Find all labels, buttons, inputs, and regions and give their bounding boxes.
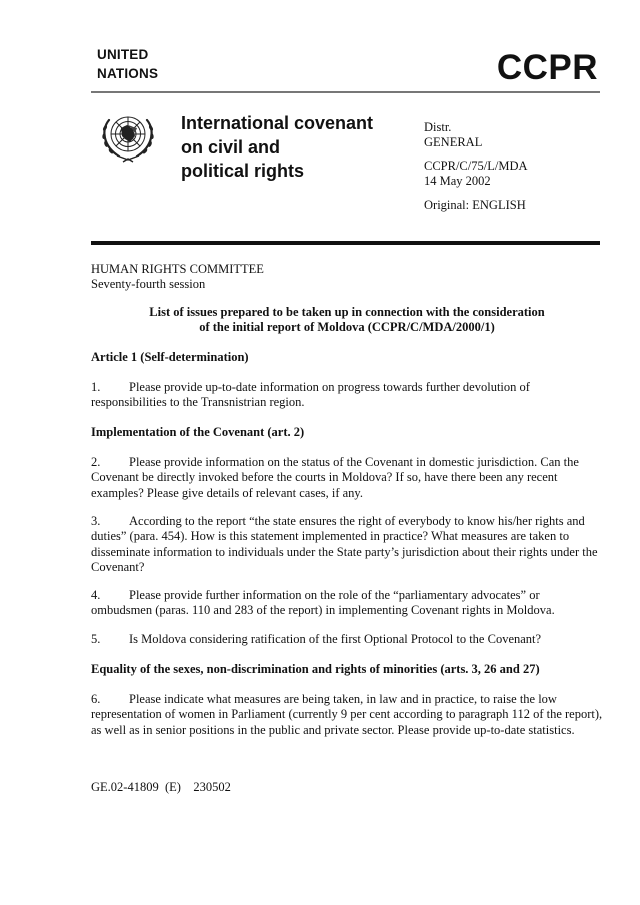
- distribution-value: GENERAL: [424, 135, 483, 149]
- list-item: [91, 692, 603, 738]
- item-number: 3.: [91, 514, 101, 528]
- document-code: CCPR/C/75/L/MDA: [424, 159, 528, 173]
- item-text: Please provide further information on the role of the “parliamentary advocates” or ombudsmen (paras. 110 and 283 of the report) in implementing Covenant rights in Moldova.: [91, 588, 555, 618]
- organization-name: [97, 45, 158, 83]
- distribution-label: Distr.: [424, 120, 452, 134]
- header-divider-thin: [91, 91, 600, 93]
- original-language: Original: ENGLISH: [424, 198, 526, 212]
- item-text: Please provide information on the status of the Covenant in domestic jurisdiction. Can the Covenant be directly invoked before the courts in Moldova? If so, have there been any recent examples? Please give details of relevant cases, if any.: [91, 455, 579, 500]
- item-text: According to the report “the state ensures the right of everybody to know his/her rights and duties” (para. 454). How is this statement implemented in practice? What measures are taken to disseminate information to individuals under the State party’s jurisdiction about their rights under the Covenant?: [91, 514, 598, 574]
- item-text: Please indicate what measures are being taken, in law and in practice, to raise the low representation of women in Parliament (currently 9 per cent according to paragraph 112 of the report), as well as in senior positions in the public and private sector. Please provide up-to-date statistics.: [91, 692, 603, 737]
- list-item: [91, 455, 603, 501]
- document-title: [181, 111, 373, 183]
- document-heading-line-1: List of issues prepared to be taken up in connection with the consideration: [149, 305, 545, 319]
- organization-line-2: NATIONS: [97, 66, 159, 81]
- item-text: Please provide up-to-date information on progress towards further devolution of responsibilities to the Transnistrian region.: [91, 380, 530, 410]
- committee-info: [91, 262, 603, 293]
- title-line-3: political rights: [181, 161, 305, 181]
- document-date: 14 May 2002: [424, 174, 491, 188]
- item-text: Is Moldova considering ratification of the first Optional Protocol to the Covenant?: [129, 632, 542, 646]
- list-item: [91, 380, 603, 411]
- document-heading-line-2: of the initial report of Moldova (CCPR/C/MDA/2000/1): [199, 320, 495, 335]
- item-number: 5.: [91, 632, 101, 646]
- section-heading: Equality of the sexes, non-discrimination and rights of minorities (arts. 3, 26 and 27): [91, 662, 540, 676]
- item-number: 2.: [91, 455, 101, 469]
- section-heading: Implementation of the Covenant (art. 2): [91, 425, 305, 439]
- title-line-1: International covenant: [181, 113, 374, 133]
- document-metadata: [424, 120, 528, 213]
- document-symbol: CCPR: [496, 48, 598, 87]
- title-line-2: on civil and: [181, 137, 281, 157]
- document-heading: [91, 305, 603, 336]
- item-number: 4.: [91, 588, 101, 602]
- list-item: [91, 588, 603, 619]
- organization-line-1: UNITED: [97, 47, 149, 62]
- item-number: 1.: [91, 380, 101, 394]
- section-heading: Article 1 (Self-determination): [91, 350, 249, 364]
- footer-job-number: GE.02-41809 (E) 230502: [91, 780, 231, 794]
- committee-name: HUMAN RIGHTS COMMITTEE: [91, 262, 264, 276]
- committee-session: Seventy-fourth session: [91, 277, 206, 292]
- list-item: [91, 632, 603, 647]
- un-emblem-icon: [97, 106, 159, 166]
- header-divider-thick: [91, 241, 600, 245]
- list-item: [91, 514, 603, 575]
- item-number: 6.: [91, 692, 101, 706]
